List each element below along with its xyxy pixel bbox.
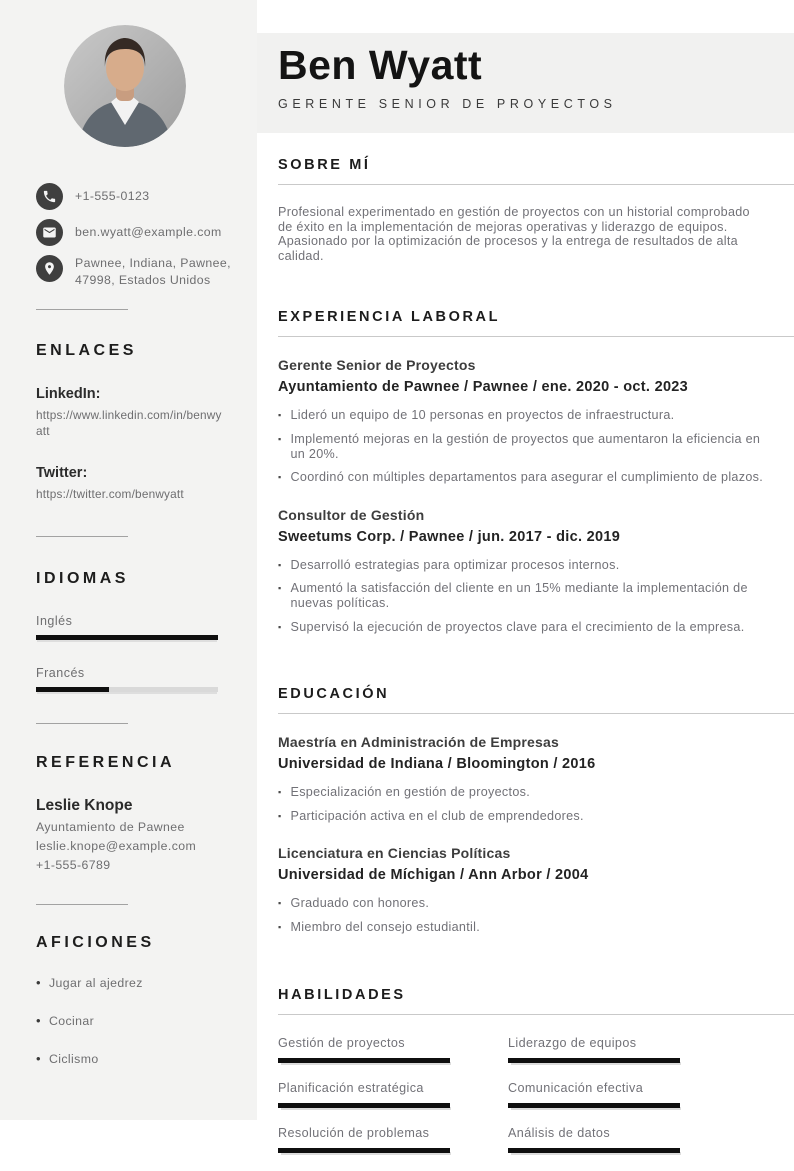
skill-name: Resolución de problemas — [278, 1125, 430, 1140]
skill-name: Planificación estratégica — [278, 1080, 424, 1095]
twitter-label: Twitter: — [36, 464, 88, 481]
skill-name: Análisis de datos — [508, 1125, 611, 1140]
skill-name: Gestión de proyectos — [278, 1035, 406, 1050]
job-company-dates: Ayuntamiento de Pawnee / Pawnee / ene. 2020 - oct. 2023 — [278, 379, 689, 396]
skill-name: Liderazgo de equipos — [508, 1035, 637, 1050]
language-name: Inglés — [36, 614, 73, 629]
job-company-dates: Sweetums Corp. / Pawnee / jun. 2017 - dic. 2019 — [278, 528, 621, 545]
skill-level-bar — [508, 1058, 680, 1063]
contact-location-line2: 47998, Estados Unidos — [75, 272, 211, 287]
header-band — [257, 33, 794, 133]
degree-title: Maestría en Administración de Empresas — [278, 734, 559, 751]
mail-icon — [36, 219, 63, 246]
reference-phone: +1-555-6789 — [36, 858, 111, 873]
sidebar — [0, 0, 257, 1120]
education-entry — [278, 845, 794, 934]
link-item-twitter — [36, 465, 257, 502]
job-bullet: ▪ Lideró un equipo de 10 personas en proyectos de infraestructura. — [278, 408, 794, 423]
skill-level-track — [508, 1148, 680, 1153]
resume-main — [257, 0, 794, 1140]
skill-item — [508, 1036, 738, 1063]
contact-location — [75, 255, 231, 288]
skill-level-bar — [278, 1148, 450, 1153]
education-heading: EDUCACIÓN — [278, 686, 794, 714]
skill-level-bar — [278, 1103, 450, 1108]
reference-name: Leslie Knope — [36, 797, 133, 815]
contact-phone: +1-555-0123 — [75, 189, 150, 204]
link-item-linkedin — [36, 386, 257, 439]
skill-item — [508, 1081, 738, 1108]
education-bullet: ▪ Participación activa en el club de emprendedores. — [278, 809, 794, 824]
sidebar-divider — [36, 723, 128, 724]
language-level-track — [36, 635, 218, 640]
contact-location-row — [36, 255, 257, 288]
person-name: Ben Wyatt — [278, 42, 483, 88]
job-bullet-list — [278, 408, 794, 484]
education-bullet: ▪ Especialización en gestión de proyectos. — [278, 785, 794, 800]
section-about — [278, 157, 794, 263]
skill-level-track — [508, 1103, 680, 1108]
education-bullet-list — [278, 785, 794, 823]
school-location-year: Universidad de Indiana / Bloomington / 2016 — [278, 756, 596, 773]
profile-photo — [64, 25, 186, 147]
section-education — [278, 686, 794, 934]
contact-email[interactable]: ben.wyatt@example.com — [75, 225, 222, 240]
section-experience — [278, 309, 794, 634]
reference-email[interactable]: leslie.knope@example.com — [36, 839, 197, 854]
links-heading: ENLACES — [36, 342, 137, 360]
job-bullet: ▪ Aumentó la satisfacción del cliente en un 15% mediante la implementación de nuevas políticas. — [278, 581, 794, 610]
skill-level-track — [278, 1148, 450, 1153]
skill-name: Comunicación efectiva — [508, 1080, 644, 1095]
language-item-english — [36, 614, 218, 640]
phone-icon — [36, 183, 63, 210]
contact-location-line1: Pawnee, Indiana, Pawnee, — [75, 256, 231, 270]
skill-level-bar — [278, 1058, 450, 1063]
section-skills — [278, 987, 794, 1171]
skill-level-bar — [508, 1148, 680, 1153]
skill-item — [278, 1036, 508, 1063]
sidebar-divider — [36, 904, 128, 905]
about-heading: SOBRE MÍ — [278, 157, 794, 185]
job-bullet-list — [278, 558, 794, 634]
job-bullet: ▪ Coordinó con múltiples departamentos para asegurar el cumplimiento de plazos. — [278, 470, 794, 485]
skills-grid — [278, 1036, 794, 1171]
sidebar-divider — [36, 309, 128, 310]
experience-entry — [278, 357, 794, 484]
hobbies-heading: AFICIONES — [36, 934, 155, 952]
job-bullet: ▪ Desarrolló estrategias para optimizar procesos internos. — [278, 558, 794, 573]
reference-org: Ayuntamiento de Pawnee — [36, 820, 185, 835]
experience-heading: EXPERIENCIA LABORAL — [278, 309, 794, 337]
skill-level-track — [508, 1058, 680, 1063]
language-name: Francés — [36, 666, 85, 681]
skill-level-track — [278, 1103, 450, 1108]
job-title: Gerente Senior de Proyectos — [278, 357, 476, 374]
job-title: Consultor de Gestión — [278, 506, 425, 523]
education-bullet-list — [278, 896, 794, 934]
skills-heading: HABILIDADES — [278, 987, 794, 1015]
skill-level-track — [278, 1058, 450, 1063]
language-level-track — [36, 687, 218, 692]
skill-item — [508, 1126, 738, 1153]
hobby-item: • Cocinar — [36, 1013, 257, 1028]
linkedin-label: LinkedIn: — [36, 386, 101, 403]
skill-level-bar — [508, 1103, 680, 1108]
person-job-title: GERENTE SENIOR DE PROYECTOS — [278, 97, 617, 112]
contact-email-row — [36, 219, 257, 246]
hobby-item: • Ciclismo — [36, 1051, 257, 1066]
twitter-url[interactable]: https://twitter.com/benwyatt — [36, 486, 184, 501]
contact-block — [36, 183, 257, 288]
education-bullet: ▪ Graduado con honores. — [278, 896, 794, 911]
hobby-item: • Jugar al ajedrez — [36, 975, 257, 990]
language-item-french — [36, 666, 218, 692]
education-entry — [278, 734, 794, 823]
sidebar-divider — [36, 536, 128, 537]
skill-item — [278, 1126, 508, 1153]
language-level-bar — [36, 635, 218, 640]
degree-title: Licenciatura en Ciencias Políticas — [278, 845, 511, 862]
profile-photo-image — [64, 25, 186, 147]
language-level-bar — [36, 687, 109, 692]
reference-heading: REFERENCIA — [36, 754, 176, 772]
job-bullet: ▪ Supervisó la ejecución de proyectos clave para el crecimiento de la empresa. — [278, 620, 794, 635]
school-location-year: Universidad de Míchigan / Ann Arbor / 2004 — [278, 867, 589, 884]
skill-item — [278, 1081, 508, 1108]
education-bullet: ▪ Miembro del consejo estudiantil. — [278, 920, 794, 935]
contact-phone-row — [36, 183, 257, 210]
linkedin-url[interactable]: https://www.linkedin.com/in/benwyatt — [36, 408, 222, 438]
location-pin-icon — [36, 255, 63, 282]
about-text: Profesional experimentado en gestión de proyectos con un historial comprobado de éxito en la implementación de mejoras operativas y liderazgo de equipos. Apasionado por la optimización de procesos y la entrega de resultados de alta calidad. — [278, 205, 750, 263]
languages-heading: IDIOMAS — [36, 570, 129, 588]
experience-entry — [278, 507, 794, 634]
job-bullet: ▪ Implementó mejoras en la gestión de proyectos que aumentaron la eficiencia en un 20%. — [278, 432, 794, 461]
